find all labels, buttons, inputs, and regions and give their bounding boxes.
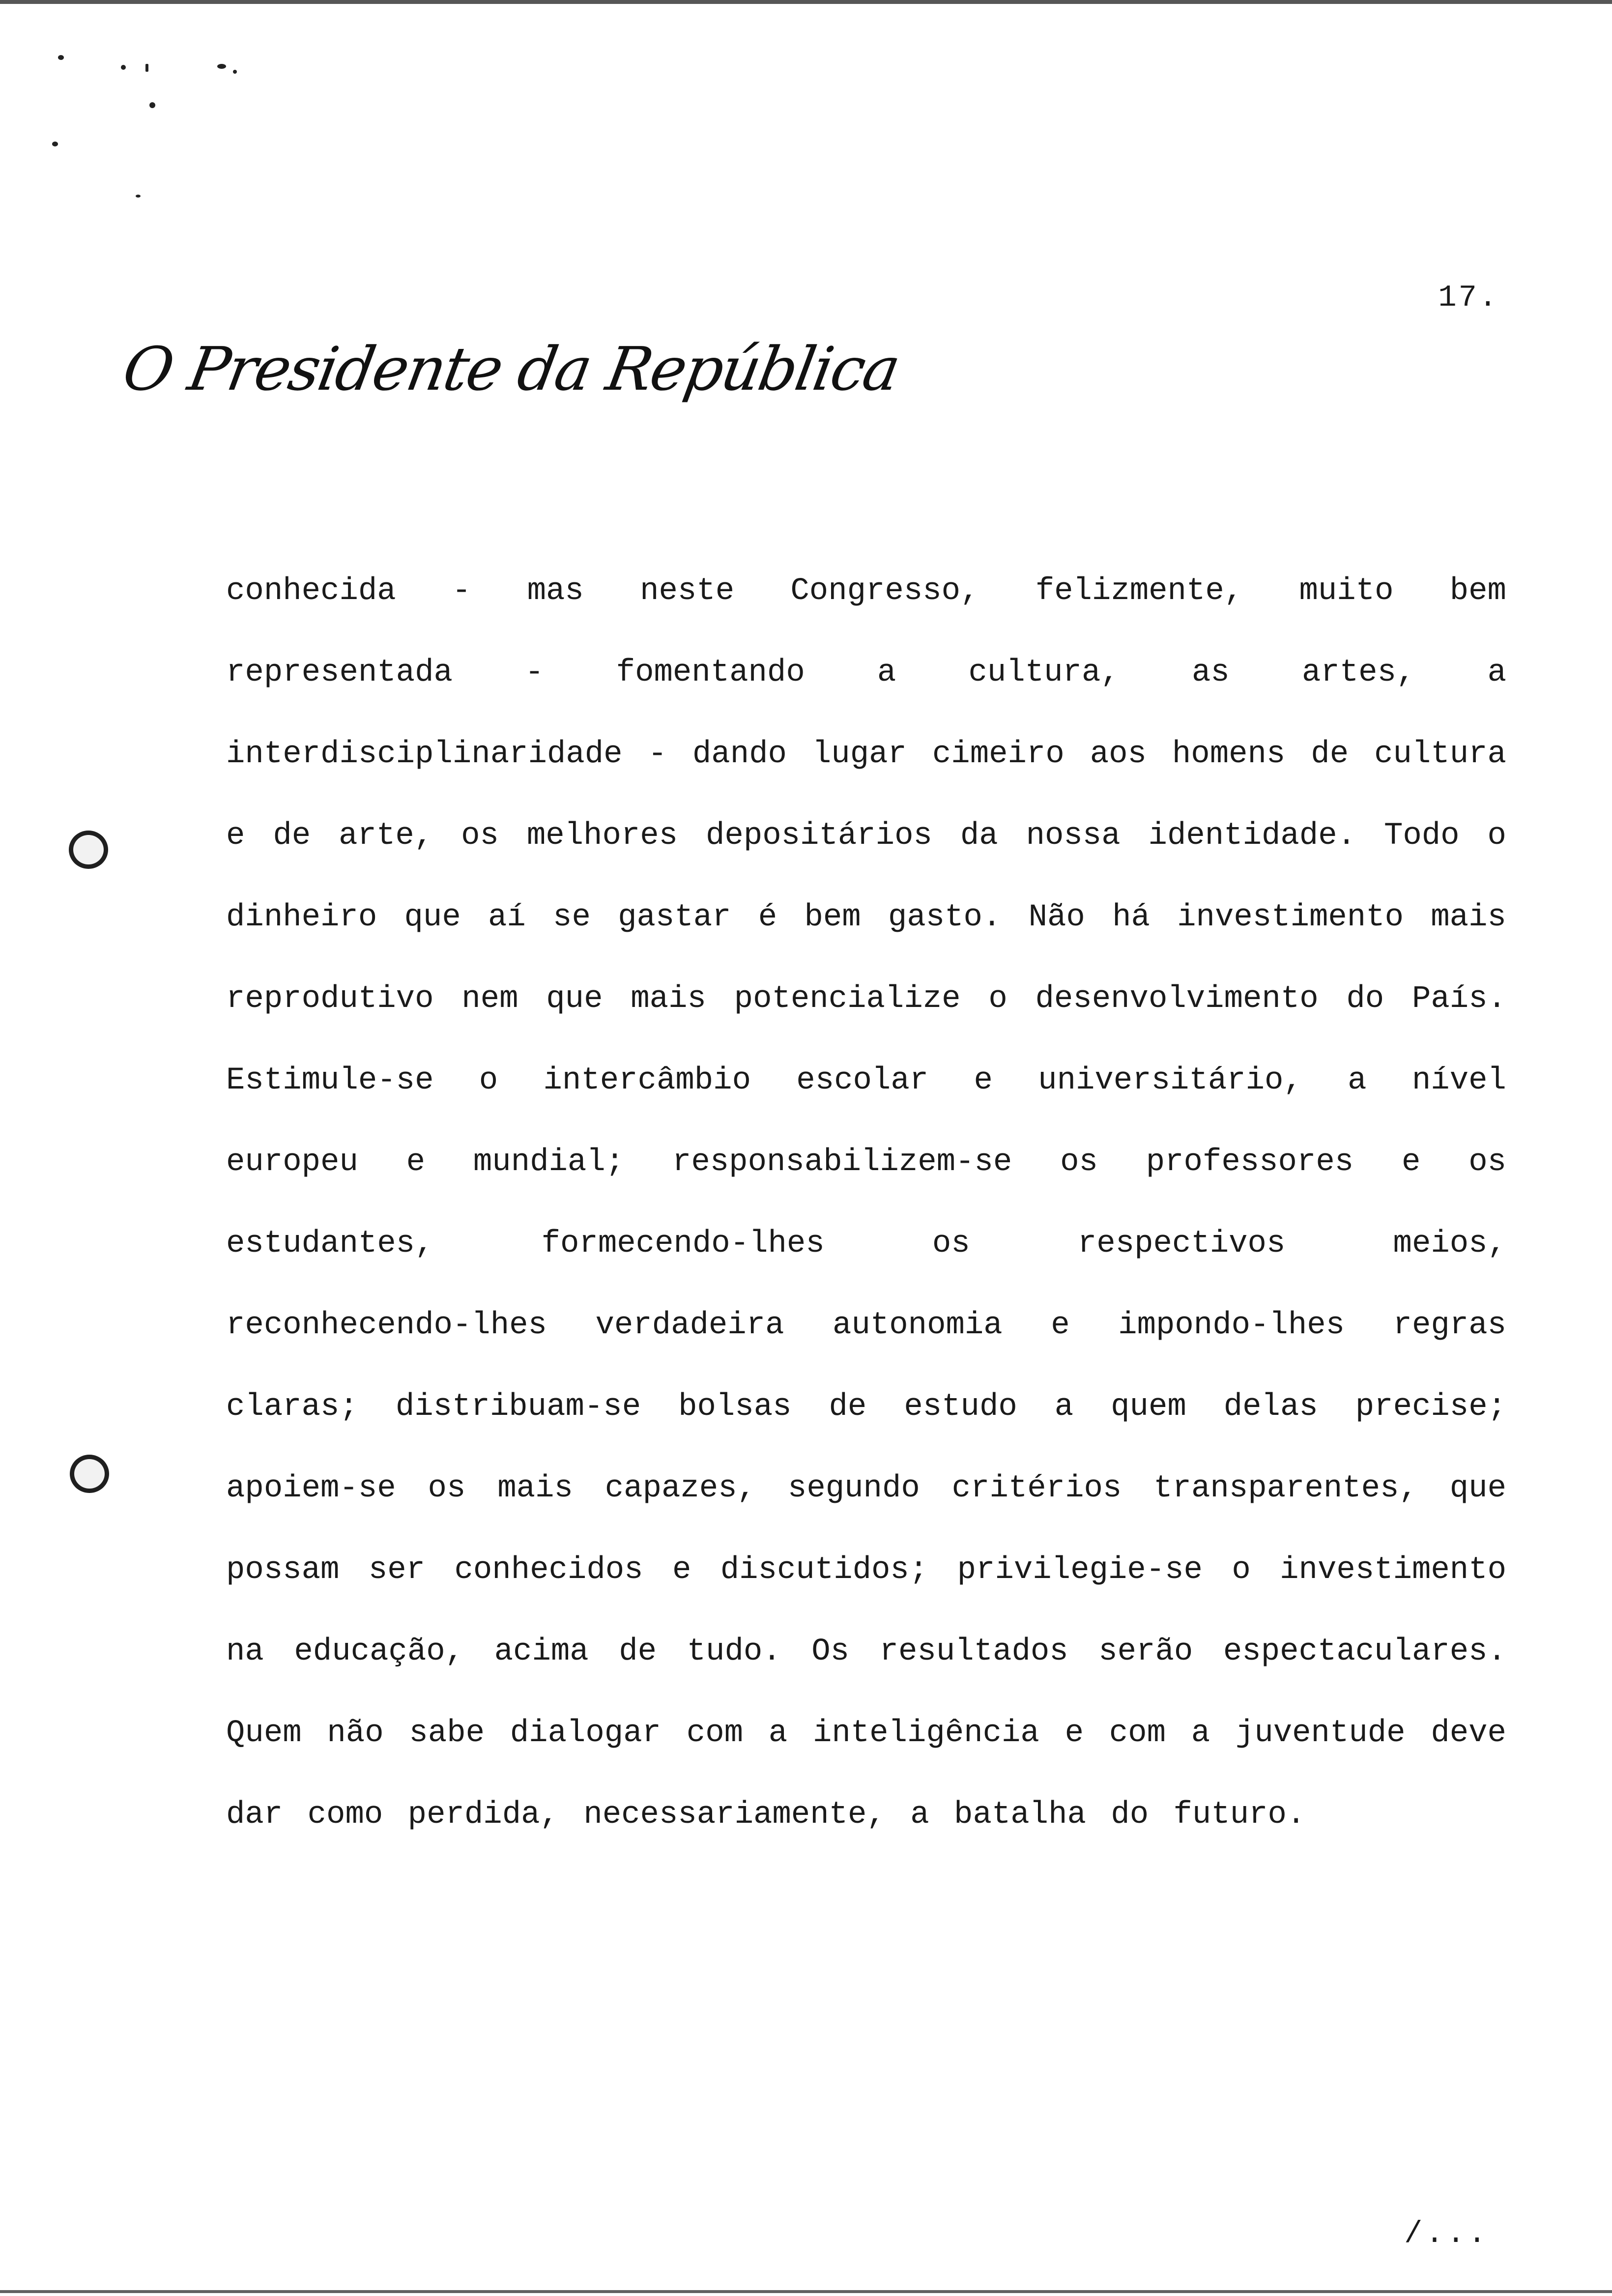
word: conhecida	[226, 574, 396, 609]
word: conhecidos	[454, 1552, 643, 1588]
text-line	[226, 1386, 1506, 1467]
word: Todo	[1383, 818, 1460, 854]
word: fomentando	[616, 655, 805, 690]
word: -	[648, 737, 667, 772]
text-line	[226, 733, 1506, 815]
word: do	[1346, 981, 1384, 1017]
word: a	[1348, 1063, 1367, 1098]
text-line	[226, 1467, 1506, 1549]
scan-speck	[52, 142, 58, 146]
text-line	[226, 1304, 1506, 1386]
word: mais	[497, 1471, 573, 1506]
word: os	[461, 818, 499, 854]
word: com	[686, 1716, 743, 1751]
word: cultura	[1374, 737, 1506, 772]
word: muito	[1299, 574, 1394, 609]
word: dialogar	[510, 1716, 662, 1751]
word: dando	[692, 737, 787, 772]
word: transparentes,	[1153, 1471, 1418, 1506]
word: verdadeira	[595, 1308, 784, 1343]
word: europeu	[226, 1145, 358, 1180]
scan-speck	[58, 55, 64, 60]
word: resultados	[879, 1634, 1068, 1669]
word: reprodutivo	[226, 981, 434, 1017]
word: e	[974, 1063, 993, 1098]
punch-hole-upper	[69, 831, 108, 869]
text-line	[226, 1712, 1506, 1794]
word: da	[960, 818, 998, 854]
word: a	[1191, 1716, 1210, 1751]
word: futuro.	[1173, 1797, 1306, 1833]
text-line	[226, 896, 1506, 978]
text-line	[226, 1060, 1506, 1141]
word: mais	[1431, 900, 1506, 935]
continuation-mark: /...	[1404, 2216, 1489, 2251]
letterhead-text: O Presidente da República	[118, 334, 904, 404]
word: se	[553, 900, 591, 935]
word: batalha	[954, 1797, 1086, 1833]
word: Congresso,	[790, 574, 979, 609]
word: cultura,	[968, 655, 1120, 690]
word: responsabilizem-se	[672, 1145, 1012, 1180]
word: os	[1468, 1145, 1506, 1180]
word: lugar	[812, 737, 907, 772]
document-body	[226, 570, 1506, 1875]
scan-speck	[217, 64, 226, 69]
word: acima	[494, 1634, 589, 1669]
text-line	[226, 1631, 1506, 1712]
word: o	[1487, 818, 1506, 854]
word: melhores	[526, 818, 678, 854]
word: e	[1401, 1145, 1421, 1180]
word: e	[1065, 1716, 1084, 1751]
word: claras;	[226, 1389, 358, 1425]
page-number: 17.	[1438, 280, 1499, 315]
word: Estimule-se	[226, 1063, 434, 1098]
word: na	[226, 1634, 264, 1669]
word: mas	[527, 574, 584, 609]
text-line	[226, 570, 1506, 652]
text-line	[226, 1141, 1506, 1223]
word: precise;	[1355, 1389, 1506, 1425]
word: não	[327, 1716, 384, 1751]
word: distribuam-se	[395, 1389, 641, 1425]
word: meios,	[1393, 1226, 1506, 1262]
word: homens	[1172, 737, 1286, 772]
word: neste	[640, 574, 735, 609]
word: com	[1109, 1716, 1166, 1751]
word: aos	[1090, 737, 1147, 772]
word: depositários	[706, 818, 932, 854]
word: a	[768, 1716, 788, 1751]
word: serão	[1098, 1634, 1193, 1669]
word: professores	[1146, 1145, 1354, 1180]
word: dar	[226, 1797, 283, 1833]
word: a	[1487, 655, 1506, 690]
word: deve	[1431, 1716, 1506, 1751]
scan-speck	[121, 65, 126, 70]
word: perdida,	[407, 1797, 559, 1833]
word: o	[1232, 1552, 1251, 1588]
word: -	[452, 574, 471, 609]
word: País.	[1411, 981, 1506, 1017]
word: critérios	[951, 1471, 1122, 1506]
word: possam	[226, 1552, 340, 1588]
word: nem	[461, 981, 518, 1017]
word: discutidos;	[720, 1552, 928, 1588]
word: e	[226, 818, 245, 854]
word: e	[1051, 1308, 1070, 1343]
word: segundo	[787, 1471, 920, 1506]
word: intercâmbio	[543, 1063, 751, 1098]
word: -	[525, 655, 544, 690]
text-line	[226, 652, 1506, 733]
word: mundial;	[473, 1145, 625, 1180]
punch-hole-lower	[70, 1455, 109, 1493]
word: nossa	[1026, 818, 1121, 854]
word: o	[988, 981, 1008, 1017]
text-line	[226, 1794, 1506, 1875]
word: mais	[631, 981, 706, 1017]
word: sabe	[409, 1716, 485, 1751]
word: há	[1112, 900, 1150, 935]
word: os	[932, 1226, 970, 1262]
word: dinheiro	[226, 900, 377, 935]
word: regras	[1393, 1308, 1506, 1343]
word: artes,	[1301, 655, 1415, 690]
word: o	[479, 1063, 498, 1098]
word: capazes,	[604, 1471, 756, 1506]
word: a	[1054, 1389, 1074, 1425]
word: privilegie-se	[957, 1552, 1203, 1588]
word: formecendo-lhes	[541, 1226, 825, 1262]
word: de	[273, 818, 311, 854]
word: ser	[368, 1552, 426, 1588]
text-line	[226, 1223, 1506, 1304]
scan-speck	[145, 64, 148, 72]
word: de	[829, 1389, 867, 1425]
word: respectivos	[1077, 1226, 1286, 1262]
word: felizmente,	[1035, 574, 1243, 609]
word: interdisciplinaridade	[226, 737, 623, 772]
word: que	[546, 981, 603, 1017]
word: estudantes,	[226, 1226, 434, 1262]
word: gasto.	[888, 900, 1002, 935]
word: impondo-lhes	[1118, 1308, 1345, 1343]
word: Não	[1028, 900, 1085, 935]
word: as	[1191, 655, 1230, 690]
word: apoiem-se	[226, 1471, 396, 1506]
word: aí	[488, 900, 526, 935]
word: nível	[1411, 1063, 1506, 1098]
word: que	[404, 900, 461, 935]
word: é	[758, 900, 777, 935]
word: os	[1060, 1145, 1098, 1180]
word: Os	[811, 1634, 850, 1669]
word: reconhecendo-lhes	[226, 1308, 547, 1343]
word: Quem	[226, 1716, 302, 1751]
word: universitário,	[1038, 1063, 1302, 1098]
word: educação,	[294, 1634, 464, 1669]
word: necessariamente,	[583, 1797, 886, 1833]
word: e	[406, 1145, 426, 1180]
text-line	[226, 815, 1506, 896]
word: bem	[804, 900, 861, 935]
word: espectaculares.	[1223, 1634, 1506, 1669]
word: gastar	[618, 900, 731, 935]
top-scan-edge	[0, 0, 1612, 4]
letterhead	[118, 334, 904, 404]
word: os	[428, 1471, 466, 1506]
word: de	[619, 1634, 657, 1669]
word: juventude	[1235, 1716, 1406, 1751]
scan-speck	[136, 195, 141, 198]
word: cimeiro	[932, 737, 1065, 772]
word: investimento	[1280, 1552, 1506, 1588]
word: potencialize	[734, 981, 961, 1017]
word: bem	[1449, 574, 1506, 609]
word: inteligência	[812, 1716, 1039, 1751]
word: identidade.	[1148, 818, 1356, 854]
word: bolsas	[678, 1389, 792, 1425]
word: de	[1311, 737, 1349, 772]
text-line	[226, 1549, 1506, 1631]
text-line	[226, 978, 1506, 1060]
word: delas	[1223, 1389, 1318, 1425]
word: representada	[226, 655, 453, 690]
word: estudo	[904, 1389, 1017, 1425]
word: que	[1449, 1471, 1506, 1506]
word: e	[672, 1552, 691, 1588]
bottom-scan-edge	[0, 2290, 1612, 2293]
word: a	[877, 655, 896, 690]
word: a	[910, 1797, 929, 1833]
word: investimento	[1177, 900, 1404, 935]
word: tudo.	[687, 1634, 781, 1669]
scan-speck	[233, 70, 237, 74]
word: desenvolvimento	[1035, 981, 1319, 1017]
word: como	[307, 1797, 383, 1833]
word: autonomia	[833, 1308, 1003, 1343]
word: arte,	[339, 818, 433, 854]
word: quem	[1111, 1389, 1186, 1425]
word: do	[1111, 1797, 1149, 1833]
word: escolar	[796, 1063, 929, 1098]
scan-speck	[149, 102, 155, 108]
